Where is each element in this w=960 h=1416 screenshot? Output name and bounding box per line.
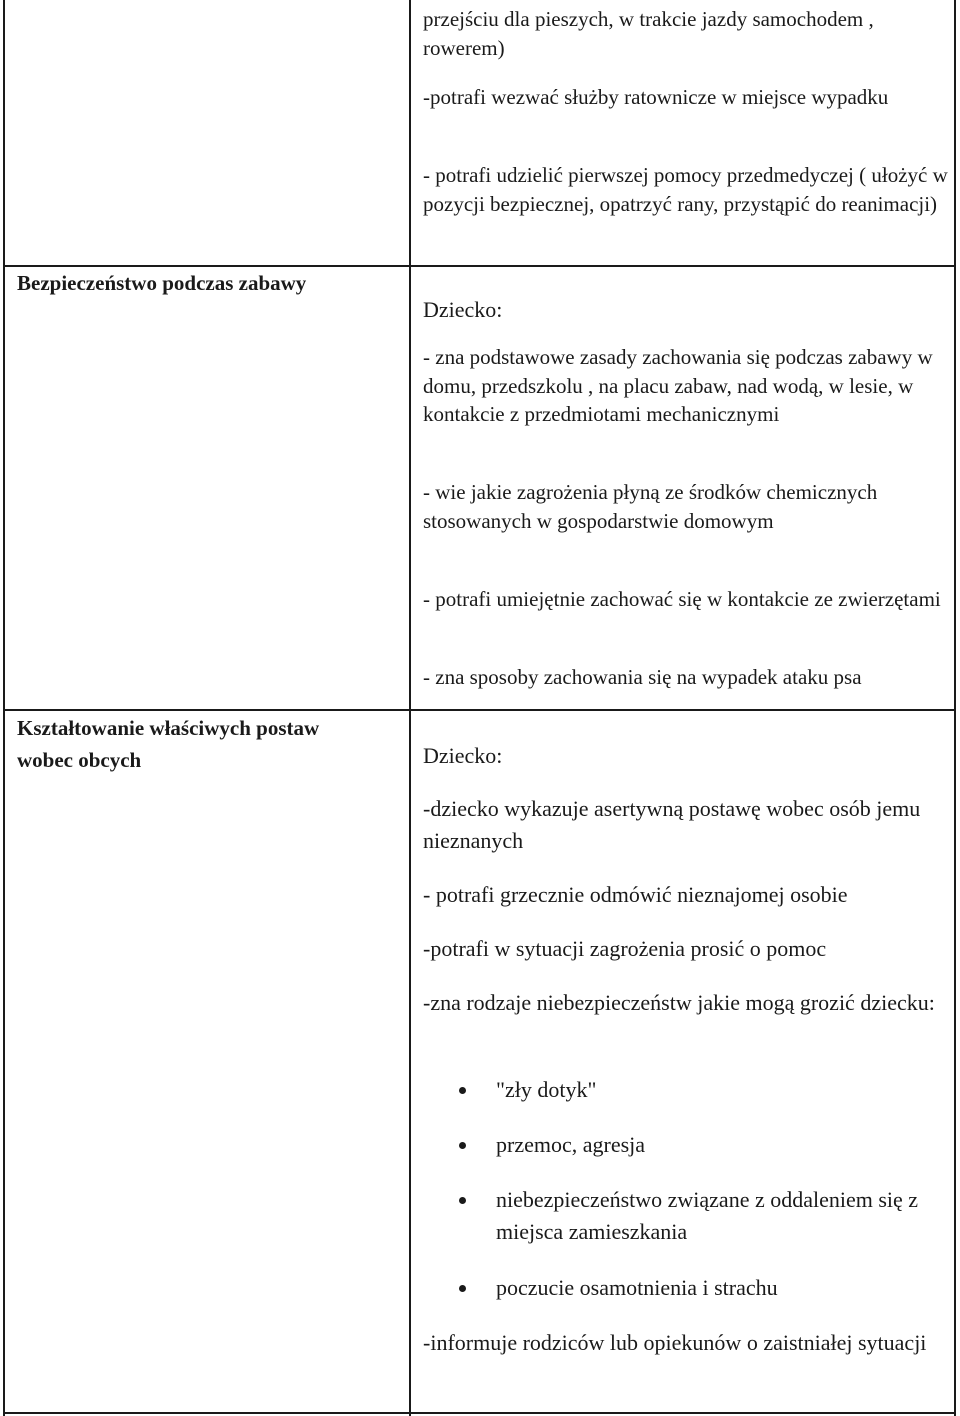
- table-border-middle: [409, 0, 411, 1416]
- table-border-left: [3, 0, 5, 1416]
- row3-paragraph-1: -dziecko wykazuje asertywną postawę wobec osób jemu nieznanych: [423, 796, 921, 853]
- bullet-icon: [459, 1142, 466, 1149]
- table-border-bottom: [3, 1412, 956, 1414]
- list-item-text: przemoc, agresja: [496, 1132, 646, 1157]
- list-item-text: "zły dotyk": [496, 1077, 597, 1102]
- row3-label: Kształtowanie właściwych postaw wobec obcych: [17, 716, 320, 772]
- row2-paragraph-3: - potrafi umiejętnie zachować się w kontakcie ze zwierzętami: [423, 587, 941, 611]
- row1-paragraph-2: -potrafi wezwać służby ratownicze w miejsce wypadku: [423, 85, 889, 109]
- row2-label: Bezpieczeństwo podczas zabawy: [17, 271, 307, 295]
- row3-paragraph-2: - potrafi grzecznie odmówić nieznajomej osobie: [423, 882, 848, 907]
- bullet-icon: [459, 1087, 466, 1094]
- row2-paragraph-2: - wie jakie zagrożenia płyną ze środków chemicznych stosowanych w gospodarstwie domowym: [423, 480, 878, 533]
- row3-paragraph-4: -zna rodzaje niebezpieczeństw jakie mogą grozić dziecku:: [423, 990, 935, 1015]
- row3-closing: -informuje rodziców lub opiekunów o zaistniałej sytuacji: [423, 1330, 927, 1355]
- row2-paragraph-1: - zna podstawowe zasady zachowania się podczas zabawy w domu, przedszkolu , na placu zabaw, nad wodą, w lesie, w kontakcie z przedmiotami mechanicznymi: [423, 345, 933, 426]
- table-border-right: [954, 0, 956, 1416]
- row-divider-2: [3, 709, 956, 711]
- bullet-icon: [459, 1285, 466, 1292]
- bullet-icon: [459, 1197, 466, 1204]
- row3-heading: Dziecko:: [423, 743, 503, 768]
- list-item-text: poczucie osamotnienia i strachu: [496, 1275, 778, 1300]
- row3-paragraph-3: -potrafi w sytuacji zagrożenia prosić o pomoc: [423, 936, 827, 961]
- row1-paragraph-1: przejściu dla pieszych, w trakcie jazdy samochodem , rowerem): [423, 7, 874, 60]
- list-item-text: niebezpieczeństwo związane z oddaleniem się z miejsca zamieszkania: [496, 1187, 919, 1244]
- row2-heading: Dziecko:: [423, 297, 503, 322]
- row2-paragraph-4: - zna sposoby zachowania się na wypadek ataku psa: [423, 665, 862, 689]
- row1-paragraph-3: - potrafi udzielić pierwszej pomocy przedmedyczej ( ułożyć w pozycji bezpiecznej, opatrzyć rany, przystąpić do reanimacji): [423, 163, 948, 216]
